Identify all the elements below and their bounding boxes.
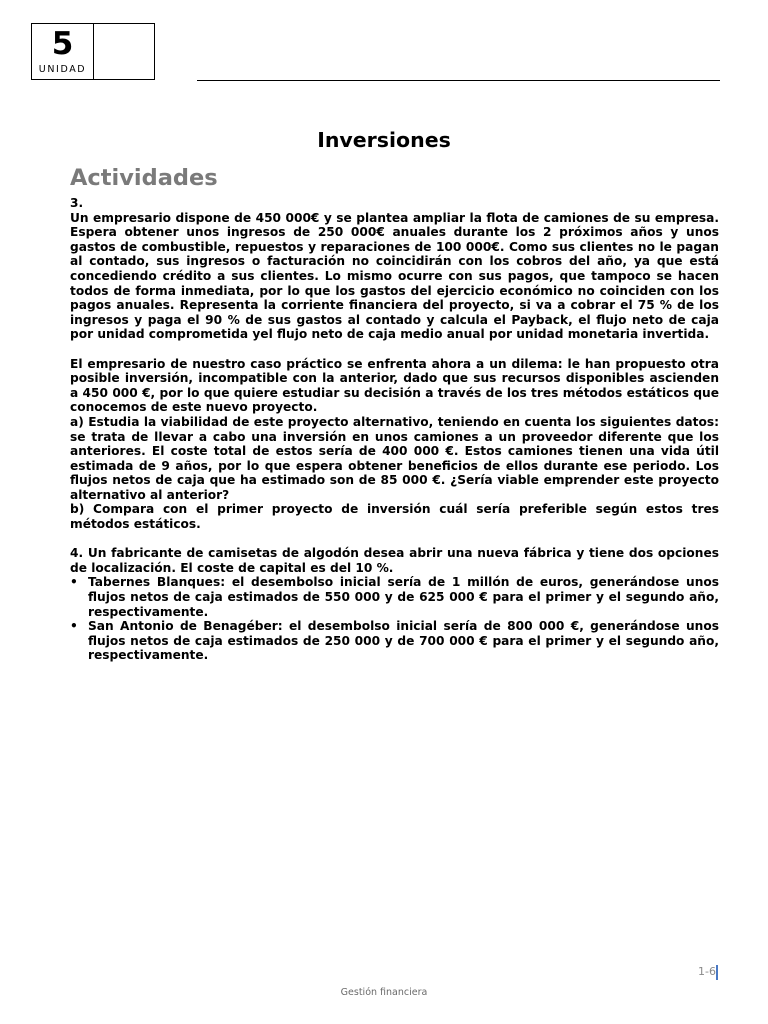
unit-number: 5	[51, 26, 74, 62]
document-title: Inversiones	[317, 128, 451, 152]
option-text: San Antonio de Benagéber: el desembolso inicial sería de 800 000 €, generándose unos flujos netos de caja estimados de 250 000 y de 700 000 € para el primer y el segundo año, respectivamente.	[88, 619, 719, 663]
unit-box-divider	[93, 24, 94, 79]
activity-3-number: 3.	[70, 196, 84, 210]
activity-3-dilemma: El empresario de nuestro caso práctico se enfrenta ahora a un dilema: le han propuesto otra posible inversión, incompatible con la anterior, dado que sus recursos disponibles ascienden a 450 000 €, por lo que quiere estudiar su decisión a través de los tres métodos estáticos que conocemos de este nuevo proyecto.	[70, 356, 719, 415]
footer-subject: Gestión financiera	[340, 987, 428, 998]
paragraph-gap	[70, 532, 719, 547]
activity-3-statement: Un empresario dispone de 450 000€ y se plantea ampliar la flota de camiones de su empresa. Espera obtener unos ingresos de 250 000€ anuales durante los 2 próximos años y unos gastos de combustible, repuestos y reparaciones de 100 000€. Como sus clientes no le pagan al contado, sus ingresos o facturación no coincidirán con los cobros del año, ya que está concediendo crédito a sus clientes. Lo mismo ocurre con sus pagos, que tampoco se hacen todos de forma inmediata, por lo que los gastos del ejercicio económico no coinciden con los pagos anuales. Representa la corriente financiera del proyecto, si va a cobrar el 75 % de los ingresos y paga el 90 % de sus gastos al contado y calcula el Payback, el flujo neto de caja por unidad comprometida yel flujo neto de caja medio anual por unidad monetaria invertida.	[70, 210, 719, 342]
list-item	[70, 619, 719, 663]
activity-3-part-b: b) Compara con el primer proyecto de inversión cuál sería preferible según estos tres métodos estáticos.	[70, 502, 719, 532]
unit-label: UNIDAD	[38, 64, 87, 75]
unit-box	[31, 23, 155, 80]
header-rule	[197, 80, 720, 81]
section-title: Actividades	[70, 165, 218, 191]
bullet-icon: •	[70, 619, 78, 634]
page-number-bar	[716, 965, 718, 980]
location-options-list	[70, 575, 719, 663]
paragraph-gap	[70, 342, 719, 357]
bullet-icon: •	[70, 575, 78, 590]
page-number: 1-6	[698, 965, 716, 978]
activity-4-statement: 4. Un fabricante de camisetas de algodón desea abrir una nueva fábrica y tiene dos opciones de localización. El coste de capital es del 10 %.	[70, 546, 719, 575]
activities-content	[70, 196, 719, 663]
option-text: Tabernes Blanques: el desembolso inicial sería de 1 millón de euros, generándose unos flujos netos de caja estimados de 550 000 y de 625 000 € para el primer y el segundo año, respectivamente.	[88, 575, 719, 619]
list-item	[70, 575, 719, 619]
activity-3-part-a: a) Estudia la viabilidad de este proyecto alternativo, teniendo en cuenta los siguientes datos: se trata de llevar a cabo una inversión en unos camiones a un proveedor diferente que los anteriores. El coste total de estos sería de 400 000 €. Estos camiones tienen una vida útil estimada de 9 años, por lo que espera obtener beneficios de ellos durante ese periodo. Los flujos netos de caja que ha estimado son de 85 000 €. ¿Sería viable emprender este proyecto alternativo al anterior?	[70, 414, 719, 502]
